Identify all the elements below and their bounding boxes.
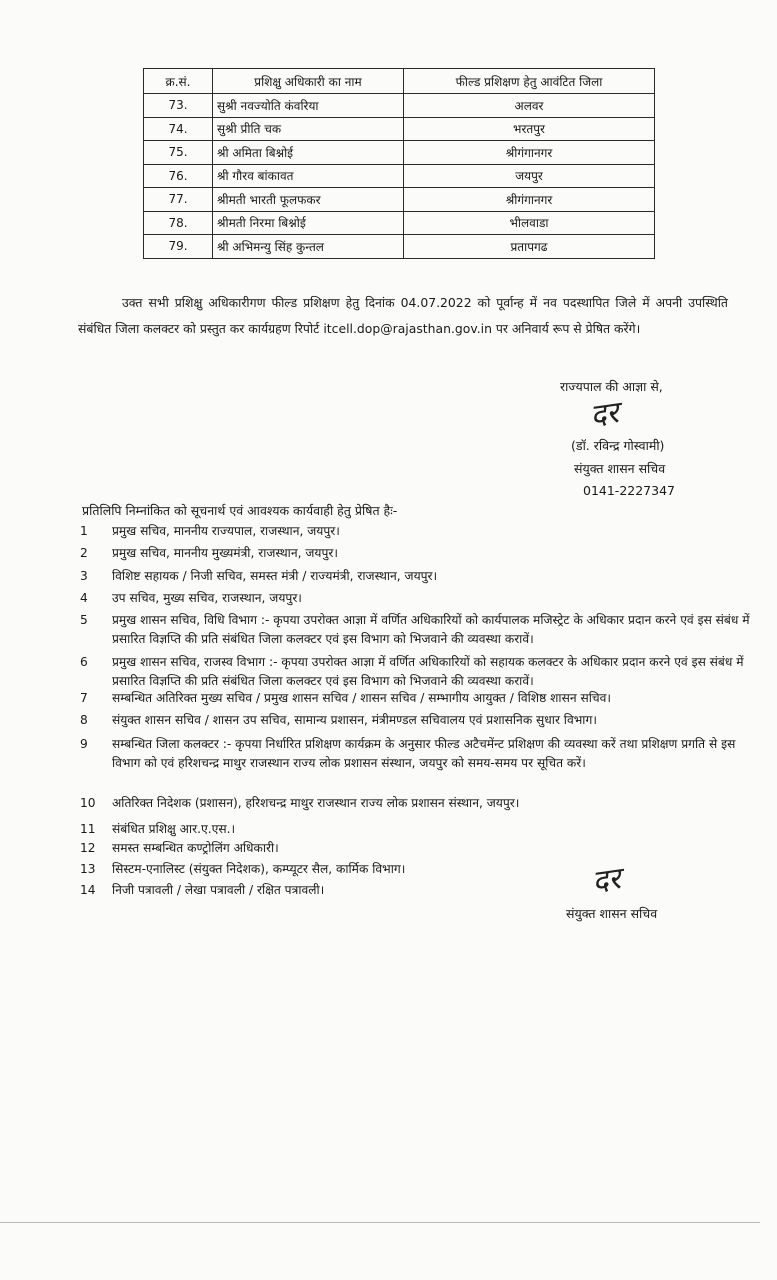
cell-district: श्रीगंगानगर bbox=[404, 141, 655, 165]
list-item-text: प्रमुख शासन सचिव, विधि विभाग :- कृपया उपरोक्त आज्ञा में वर्णित अधिकारियों को कार्यपालक मजिस्ट्रेट के अधिकार प्रदान करने एवं इस संबंध में प्रसारित विज्ञप्ति की प्रति संबंधित जिला कलक्टर एवं इस विभाग को भिजवाने की व्यवस्था करावें। bbox=[112, 613, 750, 646]
footer-signature-mark: दर bbox=[589, 861, 623, 900]
copy-intro: प्रतिलिपि निम्नांकित को सूचनार्थ एवं आवश्यक कार्यवाही हेतु प्रेषित हैः- bbox=[82, 503, 398, 518]
list-item-number: 8 bbox=[80, 713, 88, 727]
table-row bbox=[144, 117, 655, 141]
table-row bbox=[144, 94, 655, 118]
cell-sn: 75. bbox=[144, 141, 213, 165]
list-item-number: 11 bbox=[80, 822, 96, 836]
cell-name: श्री अभिमन्यु सिंह कुन्तल bbox=[213, 235, 404, 259]
cell-name: श्रीमती भारती फूलफकर bbox=[213, 188, 404, 212]
table-header-row bbox=[144, 69, 655, 94]
signer-name: (डॉ. रविन्द्र गोस्वामी) bbox=[571, 438, 665, 453]
signature-mark: दर bbox=[587, 395, 621, 434]
cell-sn: 73. bbox=[144, 94, 213, 118]
cell-district: प्रतापगढ bbox=[404, 235, 655, 259]
list-item-number: 9 bbox=[80, 737, 88, 751]
header-district: फील्ड प्रशिक्षण हेतु आवंटित जिला bbox=[404, 69, 655, 94]
list-item-number: 7 bbox=[80, 691, 88, 705]
list-item-number: 6 bbox=[80, 655, 88, 669]
list-item-text: विशिष्ट सहायक / निजी सचिव, समस्त मंत्री / राज्यमंत्री, राजस्थान, जयपुर। bbox=[112, 569, 438, 583]
by-order-line: राज्यपाल की आज्ञा से, bbox=[560, 379, 663, 394]
cell-sn: 77. bbox=[144, 188, 213, 212]
signer-phone: 0141-2227347 bbox=[583, 483, 675, 498]
instruction-paragraph: उक्त सभी प्रशिक्षु अधिकारीगण फील्ड प्रशिक्षण हेतु दिनांक 04.07.2022 को पूर्वान्ह में नव पदस्थापित जिले में अपनी उपस्थिति संबंधित जिला कलक्टर को प्रस्तुत कर कार्यग्रहण रिपोर्ट itcell.dop@rajasthan.gov.in पर अनिवार्य रूप से प्रेषित करेंगे। bbox=[78, 295, 728, 336]
list-item-number: 2 bbox=[80, 546, 88, 560]
footer-signer-title: संयुक्त शासन सचिव bbox=[566, 906, 658, 921]
list-item-text: उप सचिव, मुख्य सचिव, राजस्थान, जयपुर। bbox=[112, 591, 302, 605]
list-item-text: निजी पत्रावली / लेखा पत्रावली / रक्षित पत्रावली। bbox=[112, 883, 325, 897]
signer-title: संयुक्त शासन सचिव bbox=[574, 461, 666, 476]
cell-sn: 78. bbox=[144, 211, 213, 235]
list-item-number: 5 bbox=[80, 613, 88, 627]
cell-district: अलवर bbox=[404, 94, 655, 118]
list-item-number: 1 bbox=[80, 524, 88, 538]
header-sn: क्र.सं. bbox=[144, 69, 213, 94]
cell-sn: 74. bbox=[144, 117, 213, 141]
list-item-text: संबंधित प्रशिक्षु आर.ए.एस.। bbox=[112, 822, 236, 836]
list-item-number: 14 bbox=[80, 883, 96, 897]
list-item-text: प्रमुख सचिव, माननीय राज्यपाल, राजस्थान, जयपुर। bbox=[112, 524, 340, 538]
cell-sn: 76. bbox=[144, 164, 213, 188]
table-row bbox=[144, 141, 655, 165]
list-item-text: प्रमुख सचिव, माननीय मुख्यमंत्री, राजस्थान, जयपुर। bbox=[112, 546, 338, 560]
list-item-text: सम्बन्धित अतिरिक्त मुख्य सचिव / प्रमुख शासन सचिव / शासन सचिव / सम्भागीय आयुक्त / विशिष्ठ शासन सचिव। bbox=[112, 691, 611, 705]
list-item-text: संयुक्त शासन सचिव / शासन उप सचिव, सामान्य प्रशासन, मंत्रीमण्डल सचिवालय एवं प्रशासनिक सुधार विभाग। bbox=[112, 713, 597, 727]
cell-name: श्री अमिता बिश्नोई bbox=[213, 141, 404, 165]
list-item-number: 3 bbox=[80, 569, 88, 583]
list-item-number: 12 bbox=[80, 841, 96, 855]
table-row bbox=[144, 164, 655, 188]
list-item-text: सम्बन्धित जिला कलक्टर :- कृपया निर्धारित प्रशिक्षण कार्यक्रम के अनुसार फील्ड अटैचमेंन्ट प्रशिक्षण की व्यवस्था करें तथा प्रशिक्षण प्रगति से इस विभाग को एवं हरिशचन्द्र माथुर राजस्थान राज्य लोक प्रशासन संस्थान, जयपुर को समय-समय पर सूचित करें। bbox=[112, 737, 736, 770]
cell-name: श्री गौरव बांकावत bbox=[213, 164, 404, 188]
list-item-number: 13 bbox=[80, 862, 96, 876]
table-row bbox=[144, 188, 655, 212]
list-item-text: प्रमुख शासन सचिव, राजस्व विभाग :- कृपया उपरोक्त आज्ञा में वर्णित अधिकारियों को सहायक कलक्टर के अधिकार प्रदान करने एवं इस संबंध में प्रसारित विज्ञप्ति की प्रति संबंधित जिला कलक्टर एवं इस विभाग को भिजवाने की व्यवस्था करावें। bbox=[112, 655, 744, 688]
bottom-rule bbox=[0, 1222, 760, 1223]
list-item-text: समस्त सम्बन्धित कण्ट्रोलिंग अधिकारी। bbox=[112, 841, 279, 855]
officer-table bbox=[143, 68, 655, 259]
list-item-text: सिस्टम-एनालिस्ट (संयुक्त निदेशक), कम्प्यूटर सैल, कार्मिक विभाग। bbox=[112, 862, 406, 876]
cell-name: सुश्री नवज्योति कंवरिया bbox=[213, 94, 404, 118]
table-row bbox=[144, 211, 655, 235]
cell-district: श्रीगंगानगर bbox=[404, 188, 655, 212]
cell-sn: 79. bbox=[144, 235, 213, 259]
list-item-number: 10 bbox=[80, 796, 96, 810]
cell-name: सुश्री प्रीति चक bbox=[213, 117, 404, 141]
list-item-number: 4 bbox=[80, 591, 88, 605]
cell-district: जयपुर bbox=[404, 164, 655, 188]
table-body bbox=[144, 94, 655, 259]
header-name: प्रशिक्षु अधिकारी का नाम bbox=[213, 69, 404, 94]
table-row bbox=[144, 235, 655, 259]
cell-district: भीलवाडा bbox=[404, 211, 655, 235]
cell-name: श्रीमती निरमा बिश्नोई bbox=[213, 211, 404, 235]
cell-district: भरतपुर bbox=[404, 117, 655, 141]
list-item-text: अतिरिक्त निदेशक (प्रशासन), हरिशचन्द्र माथुर राजस्थान राज्य लोक प्रशासन संस्थान, जयपुर। bbox=[112, 796, 520, 810]
